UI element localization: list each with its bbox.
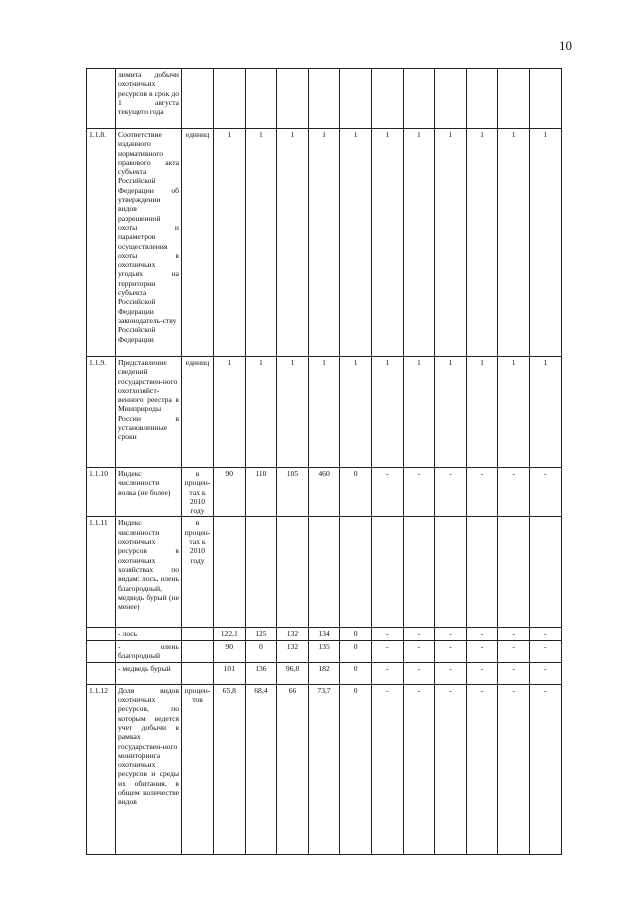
value-cell: 182: [308, 662, 340, 684]
value-cell: 110: [245, 468, 277, 517]
value-cell: 1: [340, 357, 372, 468]
row-number-cell: [87, 628, 116, 640]
value-cell: -: [466, 628, 498, 640]
value-cell: 101: [214, 662, 246, 684]
unit-cell: в процен-тах к 2010 году: [182, 517, 214, 628]
value-cell: [371, 517, 403, 628]
value-cell: -: [529, 468, 561, 517]
table-row: [87, 628, 562, 640]
value-cell: 105: [277, 468, 309, 517]
value-cell: [529, 69, 561, 129]
value-cell: [371, 69, 403, 129]
value-cell: -: [435, 640, 467, 662]
indicator-description-cell: Соответствие изданного нормативного правового акта субъекта Российской Федерации об утверждении видов разрешенной охоты и параметров осуществления охоты в охотничьих угодьях на территории субъекта Российской Федерации законодатель-ству Российской Федерации: [116, 129, 182, 357]
indicator-description-cell: Доля видов охотничьих ресурсов, по которым ведется учет добычи в рамках государствен-ного мониторинга охотничьих ресурсов и среды их обитания, в общем количестве видов: [116, 684, 182, 854]
value-cell: -: [466, 640, 498, 662]
value-cell: 0: [340, 684, 372, 854]
value-cell: -: [498, 684, 530, 854]
value-cell: 1: [498, 129, 530, 357]
value-cell: 135: [308, 640, 340, 662]
value-cell: [214, 69, 246, 129]
value-cell: -: [529, 684, 561, 854]
row-number-cell: 1.1.9.: [87, 357, 116, 468]
value-cell: -: [498, 640, 530, 662]
indicator-description-cell: Индекс численности охотничьих ресурсов в охотничьих хозяйствах по видам: лось, олень благородный, медведь бурый (не менее): [116, 517, 182, 628]
value-cell: 65,8: [214, 684, 246, 854]
value-cell: -: [403, 662, 435, 684]
unit-cell: единиц: [182, 129, 214, 357]
row-number-cell: [87, 662, 116, 684]
value-cell: -: [403, 684, 435, 854]
row-number-cell: 1.1.10: [87, 468, 116, 517]
value-cell: 68,4: [245, 684, 277, 854]
value-cell: -: [466, 662, 498, 684]
value-cell: 0: [340, 662, 372, 684]
value-cell: 1: [529, 357, 561, 468]
value-cell: [403, 69, 435, 129]
value-cell: 136: [245, 662, 277, 684]
value-cell: [435, 69, 467, 129]
row-number-cell: 1.1.8.: [87, 129, 116, 357]
value-cell: 1: [245, 129, 277, 357]
value-cell: 1: [466, 357, 498, 468]
value-cell: 1: [435, 129, 467, 357]
value-cell: 1: [435, 357, 467, 468]
value-cell: [277, 517, 309, 628]
value-cell: -: [466, 684, 498, 854]
table-row: [87, 129, 562, 357]
value-cell: -: [403, 640, 435, 662]
value-cell: -: [435, 628, 467, 640]
value-cell: [498, 69, 530, 129]
value-cell: 0: [340, 468, 372, 517]
value-cell: 90: [214, 640, 246, 662]
unit-cell: [182, 69, 214, 129]
value-cell: [466, 517, 498, 628]
value-cell: 132: [277, 640, 309, 662]
value-cell: 66: [277, 684, 309, 854]
page-number: 10: [559, 38, 572, 53]
indicator-description-cell: лимита добычи охотничьих ресурсов в срок до 1 августа текущего года: [116, 69, 182, 129]
value-cell: -: [403, 468, 435, 517]
value-cell: 1: [498, 357, 530, 468]
value-cell: [277, 69, 309, 129]
value-cell: 460: [308, 468, 340, 517]
row-number-cell: [87, 69, 116, 129]
value-cell: 0: [340, 628, 372, 640]
row-number-cell: 1.1.11: [87, 517, 116, 628]
value-cell: -: [466, 468, 498, 517]
value-cell: -: [529, 628, 561, 640]
unit-cell: [182, 640, 214, 662]
value-cell: -: [529, 640, 561, 662]
value-cell: 125: [245, 628, 277, 640]
table-row: [87, 357, 562, 468]
indicators-table: [86, 68, 562, 855]
value-cell: [529, 517, 561, 628]
table-row: [87, 69, 562, 129]
value-cell: 1: [371, 357, 403, 468]
value-cell: 1: [403, 129, 435, 357]
unit-cell: процен-тов: [182, 684, 214, 854]
value-cell: [403, 517, 435, 628]
indicator-description-cell: - олень благородный: [116, 640, 182, 662]
table-row: [87, 640, 562, 662]
value-cell: [435, 517, 467, 628]
value-cell: 1: [529, 129, 561, 357]
value-cell: 73,7: [308, 684, 340, 854]
value-cell: -: [403, 628, 435, 640]
value-cell: [214, 517, 246, 628]
value-cell: -: [498, 662, 530, 684]
value-cell: 0: [340, 640, 372, 662]
value-cell: [245, 69, 277, 129]
table-row: [87, 662, 562, 684]
value-cell: -: [529, 662, 561, 684]
value-cell: 1: [403, 357, 435, 468]
indicator-description-cell: - лось: [116, 628, 182, 640]
value-cell: [308, 517, 340, 628]
value-cell: -: [371, 628, 403, 640]
table-body: [87, 69, 562, 855]
value-cell: 1: [214, 129, 246, 357]
value-cell: 1: [371, 129, 403, 357]
unit-cell: в процен-тах к 2010 году: [182, 468, 214, 517]
value-cell: 132: [277, 628, 309, 640]
value-cell: -: [498, 628, 530, 640]
value-cell: 1: [277, 357, 309, 468]
value-cell: -: [371, 468, 403, 517]
value-cell: [340, 517, 372, 628]
value-cell: -: [498, 468, 530, 517]
value-cell: -: [371, 640, 403, 662]
value-cell: 1: [245, 357, 277, 468]
value-cell: 90: [214, 468, 246, 517]
row-number-cell: [87, 640, 116, 662]
value-cell: 1: [214, 357, 246, 468]
value-cell: 96,8: [277, 662, 309, 684]
unit-cell: [182, 662, 214, 684]
value-cell: [498, 517, 530, 628]
indicator-description-cell: Представление сведений государствен-ного охотхозяйст-венного реестра в Минприроды России в установленные сроки: [116, 357, 182, 468]
value-cell: [245, 517, 277, 628]
value-cell: -: [435, 684, 467, 854]
value-cell: 122,1: [214, 628, 246, 640]
unit-cell: единиц: [182, 357, 214, 468]
value-cell: 1: [340, 129, 372, 357]
value-cell: -: [371, 684, 403, 854]
table-row: [87, 517, 562, 628]
value-cell: 1: [308, 129, 340, 357]
value-cell: -: [435, 468, 467, 517]
value-cell: 1: [308, 357, 340, 468]
value-cell: 1: [466, 129, 498, 357]
value-cell: [308, 69, 340, 129]
value-cell: -: [435, 662, 467, 684]
table-row: [87, 684, 562, 854]
unit-cell: [182, 628, 214, 640]
value-cell: [340, 69, 372, 129]
value-cell: 0: [245, 640, 277, 662]
value-cell: -: [371, 662, 403, 684]
value-cell: 1: [277, 129, 309, 357]
indicator-description-cell: - медведь бурый: [116, 662, 182, 684]
row-number-cell: 1.1.12: [87, 684, 116, 854]
value-cell: 134: [308, 628, 340, 640]
value-cell: [466, 69, 498, 129]
table-row: [87, 468, 562, 517]
indicator-description-cell: Индекс численности волка (не более): [116, 468, 182, 517]
